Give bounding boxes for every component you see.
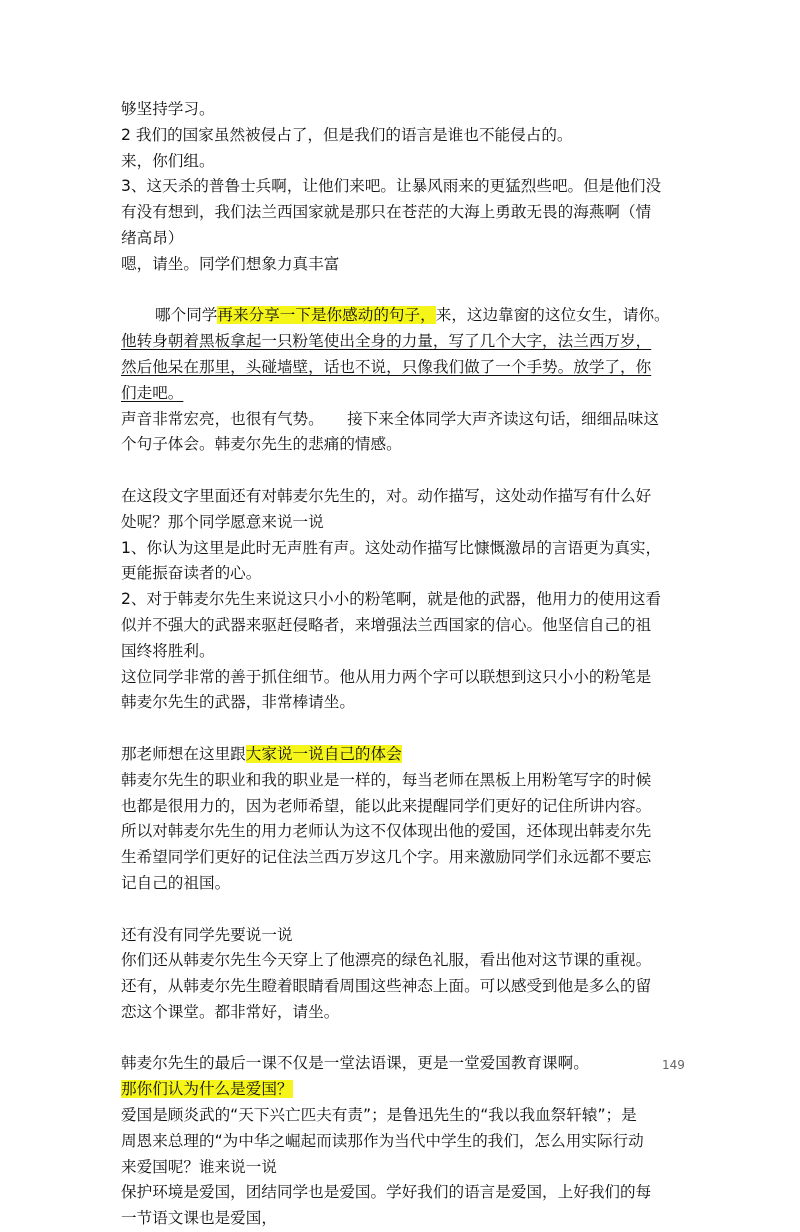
text-line: 爱国是顾炎武的“天下兴亡匹夫有责”；是鲁迅先生的“我以我血祭轩辕”；是 bbox=[121, 1106, 637, 1125]
highlighted-text: 再来分享一下是你感动的句子， bbox=[217, 306, 436, 325]
text-line bbox=[121, 303, 700, 329]
text-line: 来，你们组。 bbox=[121, 151, 215, 170]
text-line: 声音非常宏亮，也很有气势。 接下来全体同学大声齐读这句话，细细品味这 bbox=[121, 409, 659, 428]
text-line: 所以对韩麦尔先生的用力老师认为这不仅体现出他的爱国，还体现出韩麦尔先 bbox=[121, 822, 652, 841]
underlined-line bbox=[121, 329, 700, 355]
underlined-text: 他转身朝着黑板拿起一只粉笔使出全身的力量，写了几个大字，法兰西万岁， bbox=[121, 332, 652, 351]
text-line: 1、你认为这里是此时无声胜有声。这处动作描写比慷慨激昂的言语更为真实， bbox=[121, 538, 662, 557]
text-line: 2、对于韩麦尔先生来说这只小小的粉笔啊，就是他的武器，他用力的使用这看 bbox=[121, 590, 662, 609]
blank-line bbox=[121, 716, 700, 742]
text-line bbox=[121, 1077, 700, 1103]
blank-line bbox=[121, 897, 700, 923]
text-line: 处呢？那个同学愿意来说一说 bbox=[121, 512, 324, 531]
highlighted-text: 那你们认为什么是爱国？ bbox=[121, 1080, 293, 1099]
text-line: 绪高昂） bbox=[121, 228, 184, 247]
text-run: 来，这边靠窗的这位女生，请你。 bbox=[435, 306, 670, 325]
text-line: 够坚持学习。 bbox=[121, 100, 215, 118]
text-line: 周恩来总理的“为中华之崛起而读那作为当代中学生的我们，怎么用实际行动 bbox=[121, 1131, 644, 1150]
text-line: 国终将胜利。 bbox=[121, 641, 215, 660]
text-line: 在这段文字里面还有对韩麦尔先生的，对。动作描写，这处动作描写有什么好 bbox=[121, 486, 652, 505]
text-line: 也都是很用力的，因为老师希望，能以此来提醒同学们更好的记住所讲内容。 bbox=[121, 796, 652, 815]
text-line: 嗯，请坐。同学们想象力真丰富 bbox=[121, 254, 340, 273]
underlined-text: 们走吧。 bbox=[121, 383, 184, 402]
text-line: 恋这个课堂。都非常好，请坐。 bbox=[121, 1002, 340, 1021]
text-run: 那老师想在这里跟 bbox=[121, 744, 246, 763]
text-line bbox=[121, 742, 700, 768]
blank-line bbox=[121, 1026, 700, 1052]
blank-line bbox=[121, 458, 700, 484]
underlined-line bbox=[121, 381, 700, 407]
underlined-line bbox=[121, 355, 700, 381]
blank-line bbox=[121, 278, 700, 304]
text-line: 来爱国呢？谁来说一说 bbox=[121, 1157, 277, 1176]
highlighted-text: 大家说一说自己的体会 bbox=[245, 744, 402, 763]
text-run: 哪个同学 bbox=[155, 306, 218, 325]
text-line: 个句子体会。韩麦尔先生的悲痛的情感。 bbox=[121, 435, 402, 454]
page-number: 149 bbox=[662, 1058, 685, 1072]
text-line: 还有没有同学先要说一说 bbox=[121, 925, 293, 944]
text-line: 保护环境是爱国，团结同学也是爱国。学好我们的语言是爱国，上好我们的每 bbox=[121, 1183, 652, 1202]
text-line: 更能振奋读者的心。 bbox=[121, 564, 262, 583]
text-line: 韩麦尔先生的最后一课不仅是一堂法语课，更是一堂爱国教育课啊。 bbox=[121, 1054, 589, 1073]
text-line: 这位同学非常的善于抓住细节。他从用力两个字可以联想到这只小小的粉笔是 bbox=[121, 667, 652, 686]
text-line: 韩麦尔先生的武器，非常棒请坐。 bbox=[121, 693, 355, 712]
text-line: 生希望同学们更好的记住法兰西万岁这几个字。用来激励同学们永远都不要忘 bbox=[121, 848, 652, 867]
text-line: 一节语文课也是爱国， bbox=[121, 1209, 277, 1228]
underlined-text: 然后他呆在那里，头碰墙壁，话也不说，只像我们做了一个手势。放学了，你 bbox=[121, 357, 652, 376]
text-line: 记自己的祖国。 bbox=[121, 873, 231, 892]
text-line: 3、这天杀的普鲁士兵啊，让他们来吧。让暴风雨来的更猛烈些吧。但是他们没 bbox=[121, 177, 662, 196]
text-line: 你们还从韩麦尔先生今天穿上了他漂亮的绿色礼服，看出他对这节课的重视。 bbox=[121, 951, 652, 970]
text-line: 有没有想到，我们法兰西国家就是那只在苍茫的大海上勇敢无畏的海燕啊（情 bbox=[121, 203, 652, 222]
text-line: 2 我们的国家虽然被侵占了，但是我们的语言是谁也不能侵占的。 bbox=[121, 125, 573, 144]
text-line: 似并不强大的武器来驱赶侵略者，来增强法兰西国家的信心。他坚信自己的祖 bbox=[121, 615, 652, 634]
text-line: 还有，从韩麦尔先生瞪着眼睛看周围这些神态上面。可以感受到他是多么的留 bbox=[121, 977, 652, 996]
text-line: 韩麦尔先生的职业和我的职业是一样的，每当老师在黑板上用粉笔写字的时候 bbox=[121, 770, 652, 789]
